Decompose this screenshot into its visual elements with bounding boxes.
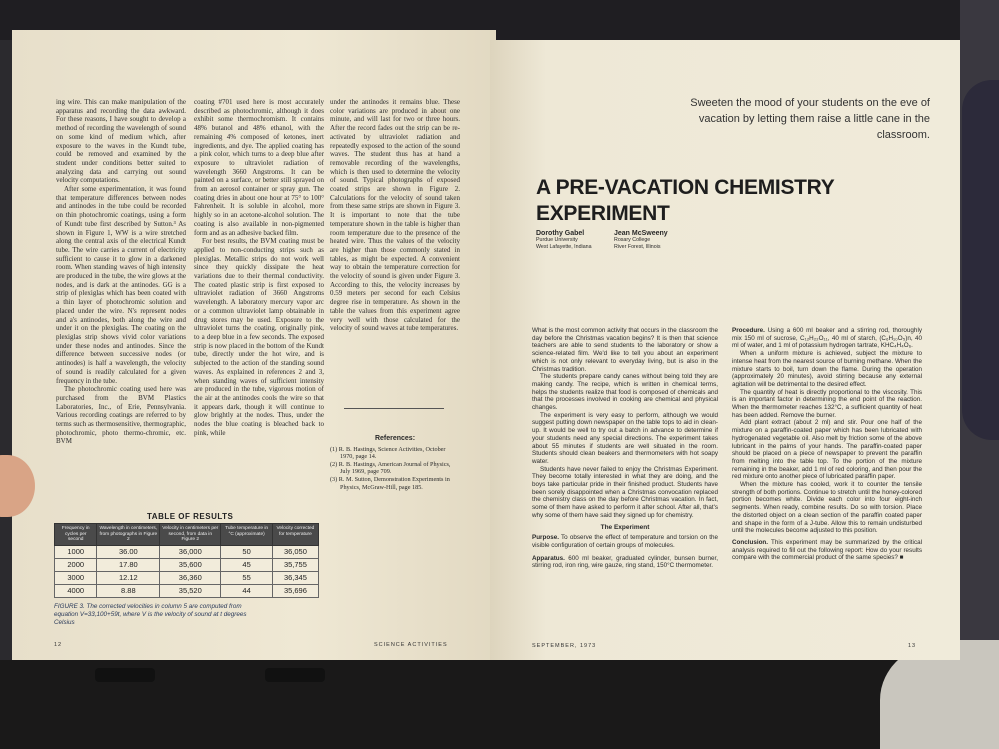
paragraph: The students prepare candy canes without being told they are making candy. The recipe, which is written in chemical terms, helps the students realize that food is composed of chemicals and that the processes involved in cooking are chemical and physical changes. (532, 373, 718, 412)
text: To observe the effect of temperature and torsion on the visible configuration of certain groups of molecules. (532, 534, 718, 549)
table-cell: 55 (221, 571, 272, 584)
table-header: Wavelength in centimeters, from photographs in Figure 2 (97, 524, 160, 546)
left-column-1 (56, 98, 186, 446)
binder-clip (95, 668, 155, 682)
section-heading: The Experiment (600, 523, 650, 531)
label: Conclusion. (732, 538, 769, 546)
paragraph (532, 534, 718, 549)
table-cell: 17.80 (97, 558, 160, 571)
author-name: Dorothy Gabel (536, 230, 585, 237)
references-heading: References: (374, 435, 416, 442)
paragraph: The experiment is very easy to perform, although we would suggest putting down newspaper on the table tops to aid in clean-up. It would be well to try out a batch in advance to determine if your students need any special directions. The experiment takes about 55 minutes if students are well situated in the room. Students should clean beakers and thermometers with hot soapy water. (532, 411, 718, 465)
left-page (12, 30, 496, 660)
tagline: Sweeten the mood of your students on the eve of vacation by letting them raise a little cane in the classroom. (690, 97, 930, 141)
label: Purpose. (532, 534, 559, 542)
paragraph: What is the most common activity that occurs in the classroom the day before the Christmas vacation begins? It is then that science teachers are able to send students to the laboratory or show a science-related film. We'd like to tell you about an experiment which is not only relevant to everyday living, but is also in the Christmas tradition. (532, 327, 718, 373)
table-header-row (55, 524, 319, 546)
figure-caption: FIGURE 3. The corrected velocities in column 5 are computed from equation V=33,100+59t, where V is the velocity of sound at t degrees Celsius (54, 603, 247, 626)
running-footer: SCIENCE ACTIVITIES (374, 642, 448, 648)
table-title: TABLE OF RESULTS (147, 512, 234, 521)
table-cell: 12.12 (97, 571, 160, 584)
right-column-1 (532, 327, 718, 570)
paragraph (732, 539, 922, 562)
paragraph (532, 555, 718, 570)
author-block (614, 230, 714, 251)
table-row (55, 545, 319, 558)
table-cell: 35,600 (160, 558, 221, 571)
divider-rule (344, 408, 444, 409)
running-footer: SEPTEMBER, 1973 (532, 643, 597, 649)
left-column-3 (330, 98, 460, 333)
table-cell: 36,000 (160, 545, 221, 558)
table-header: Velocity corrected for temperature (272, 524, 318, 546)
left-column-2 (194, 98, 324, 437)
table-cell: 1000 (55, 545, 97, 558)
table-cell: 35,520 (160, 584, 221, 597)
end-mark: ■ (899, 554, 904, 562)
table-cell: 2000 (55, 558, 97, 571)
table-cell: 35,696 (272, 584, 318, 597)
right-page (490, 40, 960, 660)
paragraph: When the mixture has cooled, work it to counter the tensile strength of both portions. Continue to stretch until the honey-colored portion becomes white. Divide each color into four eight-inch segments. When ready, combine results. Do so with torsion. Place the distorted object on a clean section of the paraffin coated paper and shape in the form of a J-tube. Allow this to remain undisturbed until the molecules become adjusted to this position. (732, 481, 922, 535)
table-cell: 35,755 (272, 558, 318, 571)
table-header: Velocity in centimeters per second, from data in Figure 2 (160, 524, 221, 546)
text: Using a 600 ml beaker and a stirring rod, thoroughly mix 150 ml of sucrose, C₁₂H₂₂O₁₁, 40 ml of starch, (C₆H₁₀O₅)n, 40 ml of water, and 1 ml of potassium hydrogen tartrate, KHC₄H₄O₆. (732, 327, 922, 350)
guitar-headstock (962, 80, 999, 440)
paragraph: After some experimentation, it was found that temperature differences between nodes and antinodes in the tube could be recorded on thin photochromic coatings, using a form of Kundt tube first described by Sutton.³ As shown in Figure 1, WW is a wire stretched along the central axis of the electrical Kundt tube. The wire carries a current of electricity sufficient to cause it to glow in a darkened room. When standing waves of high intensity are produced in the tube, the wire glows at the nodes, and is dark at the antinodes. GG is a strip of plexiglas which has been coated with a thin layer of photochromic solution and placed under the wire. N's represent nodes and a's antinodes, both along the wire and under it on the plexiglas. The coating on the plexiglas strip shows vivid color variations under these nodes and antinodes. Since the difference between successive nodes (or antinodes) is half a wavelength, the velocity of sound is readily calculated for a given frequency in the tube. (56, 185, 186, 385)
right-column-2 (732, 327, 922, 562)
paragraph: When a uniform mixture is achieved, subject the mixture to intense heat from the nearest source of burning methane. When the mixture starts to boil, turn down the flame. During the operation (approximately 20 minutes), avoid stirring because any external agitation will be detrimental to the desired effect. (732, 350, 922, 388)
author-affiliation: Purdue University West Lafayette, Indiana (536, 237, 592, 250)
paragraph: Students have never failed to enjoy the Christmas Experiment. They become totally interested in what they are doing, and the boys take particular pride in their finished product. Students have been sorely disappointed when a Christmas convocation replaced the chemistry class on the day before Christmas vacation. In fact, some of them have asked to perform it after school. After all, that's why some of them have said they signed up for chemistry. (532, 465, 718, 519)
paragraph: ing wire. This can make manipulation of the apparatus and recording the data awkward. For these reasons, I have sought to develop a method of recording the wavelength of sound on some kind of medium which, after exposure to the waves in the Kundt tube, could be removed and examined by the student under conditions better suited to analyzing data and carrying out sound velocity computations. (56, 98, 186, 185)
paragraph: coating #701 used here is most accurately described as photochromic, although it does exhibit some thermochromism. It contains 48% butanol and 48% ethanol, with the remaining 4% composed of ketones, inert ingredients, and dye. The applied coating has a pink color, which turns to a deep blue after exposure to ultraviolet radiation of wavelength 3660 Angstroms. It can be painted on a surface, or better still sprayed on from an aerosol container or spray gun. The coating dries in about one hour at 75° to 100° Fahrenheit. It is soluble in alcohol, more highly so in an acetone-alcohol solution. The coating is also available in non-pigmented form and as an adhesive backed film. (194, 98, 324, 237)
table-cell: 44 (221, 584, 272, 597)
paragraph: The quantity of heat is directly proportional to the viscosity. This is an important factor in determining the end point of the reaction. When the thermometer reaches 132°C, a sufficient quantity of heat has been added. Remove the burner. (732, 388, 922, 419)
page-number: 12 (54, 642, 63, 648)
results-table (54, 523, 319, 598)
table-header: Frequency in cycles per second (55, 524, 97, 546)
paragraph: For best results, the BVM coating must be applied to non-conducting strips such as plexiglas. Metallic strips do not work well since they quickly dissipate the heat variations due to their thermal conductivity. The coated plastic strip is first exposed to ultraviolet radiation of 3660 Angstroms wavelength. A laboratory mercury vapor arc or a common ultraviolet lamp obtainable in drug stores may be used. Exposure to the ultraviolet turns the coating, originally pink, to a deep blue in a few seconds. The exposed strip is now placed in the bottom of the Kundt tube, directly under the hot wire, and is subjected to the action of the standing sound waves. As explained in references 2 and 3, when standing waves of sufficient intensity are produced in the tube, vigorous motion of the air at the antinodes cools the wire so that it appears dark, though it will continue to glow brightly at the nodes. Thus, under the nodes the blue coating is bleached back to pink, while (194, 237, 324, 437)
author-name: Jean McSweeny (614, 230, 668, 237)
table-header: Tube temperature in °C (approximate) (221, 524, 272, 546)
paragraph: Add plant extract (about 2 ml) and stir. Pour one half of the mixture on a paraffin-coated paper which has been lubricated with hydrogenated vegetable oil. Also melt by friction some of the above lubricant in the palms of your hands. The paraffin-coated paper should be placed on a piece of newspaper to prevent the paraffin from melting into the table top. To the portion of the mixture remaining in the beaker, add 1 ml of red coloring, and then pour the red mixture onto another piece of lubricated paraffin paper. (732, 419, 922, 481)
text: This experiment may be summarized by the critical analysis required to fill out the following report: How do your results compare with the commercial product of the same species? (732, 538, 922, 562)
reference-item: (1) R. B. Hastings, Science Activities, October 1970, page 14. (330, 445, 446, 461)
table-cell: 45 (221, 558, 272, 571)
table-cell: 36,050 (272, 545, 318, 558)
table-cell: 4000 (55, 584, 97, 597)
label: Procedure. (732, 327, 765, 334)
table-row (55, 558, 319, 571)
binder-clip (265, 668, 325, 682)
table-row (55, 584, 319, 597)
page-number: 13 (908, 643, 917, 649)
table-cell: 3000 (55, 571, 97, 584)
paragraph: The photochromic coating used here was purchased from the BVM Plastics Laboratories, Inc., of Erie, Pennsylvania. Various recording coatings are referred to by terms such as thermosensitive, thermographic, photochromic, photo thermo-chromic, etc. BVM (56, 385, 186, 446)
table-cell: 36.00 (97, 545, 160, 558)
table-cell: 8.88 (97, 584, 160, 597)
author-affiliation: Rosary College River Forest, Illinois (614, 237, 661, 250)
text: 600 ml beaker, graduated cylinder, bunsen burner, stirring rod, iron ring, wire gauze, ring stand, 150°C thermometer. (532, 554, 718, 570)
table-cell: 36,360 (160, 571, 221, 584)
table-cell: 50 (221, 545, 272, 558)
references (330, 435, 460, 491)
paragraph: under the antinodes it remains blue. These color variations are produced in about one minute, and will last for two or three hours. After the record fades out the strip can be re-activated by ultraviolet radiation and repeatedly exposed to the action of the sound waves. The student thus has at hand a removable recording of the wavelengths, which is then used to determine the velocity of sound. Typical photographs of exposed coated strips are shown in Figure 2. Calculations for the velocity of sound taken from these same strips are shown in Figure 3. It is important to note that the tube temperature shown in the table is higher than room temperature due to the presence of the heated wire. Thus the values of the velocity are higher than those commonly stated in tables, as might be expected. A convenient way to obtain the temperature correction for the velocity of sound is given under Figure 3. According to this, the velocity increases by 0.59 meters per second for each Celsius degree rise in temperature. As shown in the table the values from this experiment agree very well with those calculated for the velocity of sound waves at tube temperatures. (330, 98, 460, 333)
table-row (55, 571, 319, 584)
table-cell: 36,345 (272, 571, 318, 584)
article-headline: A PRE-VACATION CHEMISTRY EXPERIMENT (536, 176, 835, 225)
reference-item: (3) R. M. Sutton, Demonstration Experiments in Physics, McGraw-Hill, page 185. (330, 475, 450, 491)
reference-item: (2) R. B. Hastings, American Journal of Physics, July 1969, page 709. (330, 460, 451, 476)
paragraph (732, 327, 922, 350)
label: Apparatus. (532, 554, 565, 562)
